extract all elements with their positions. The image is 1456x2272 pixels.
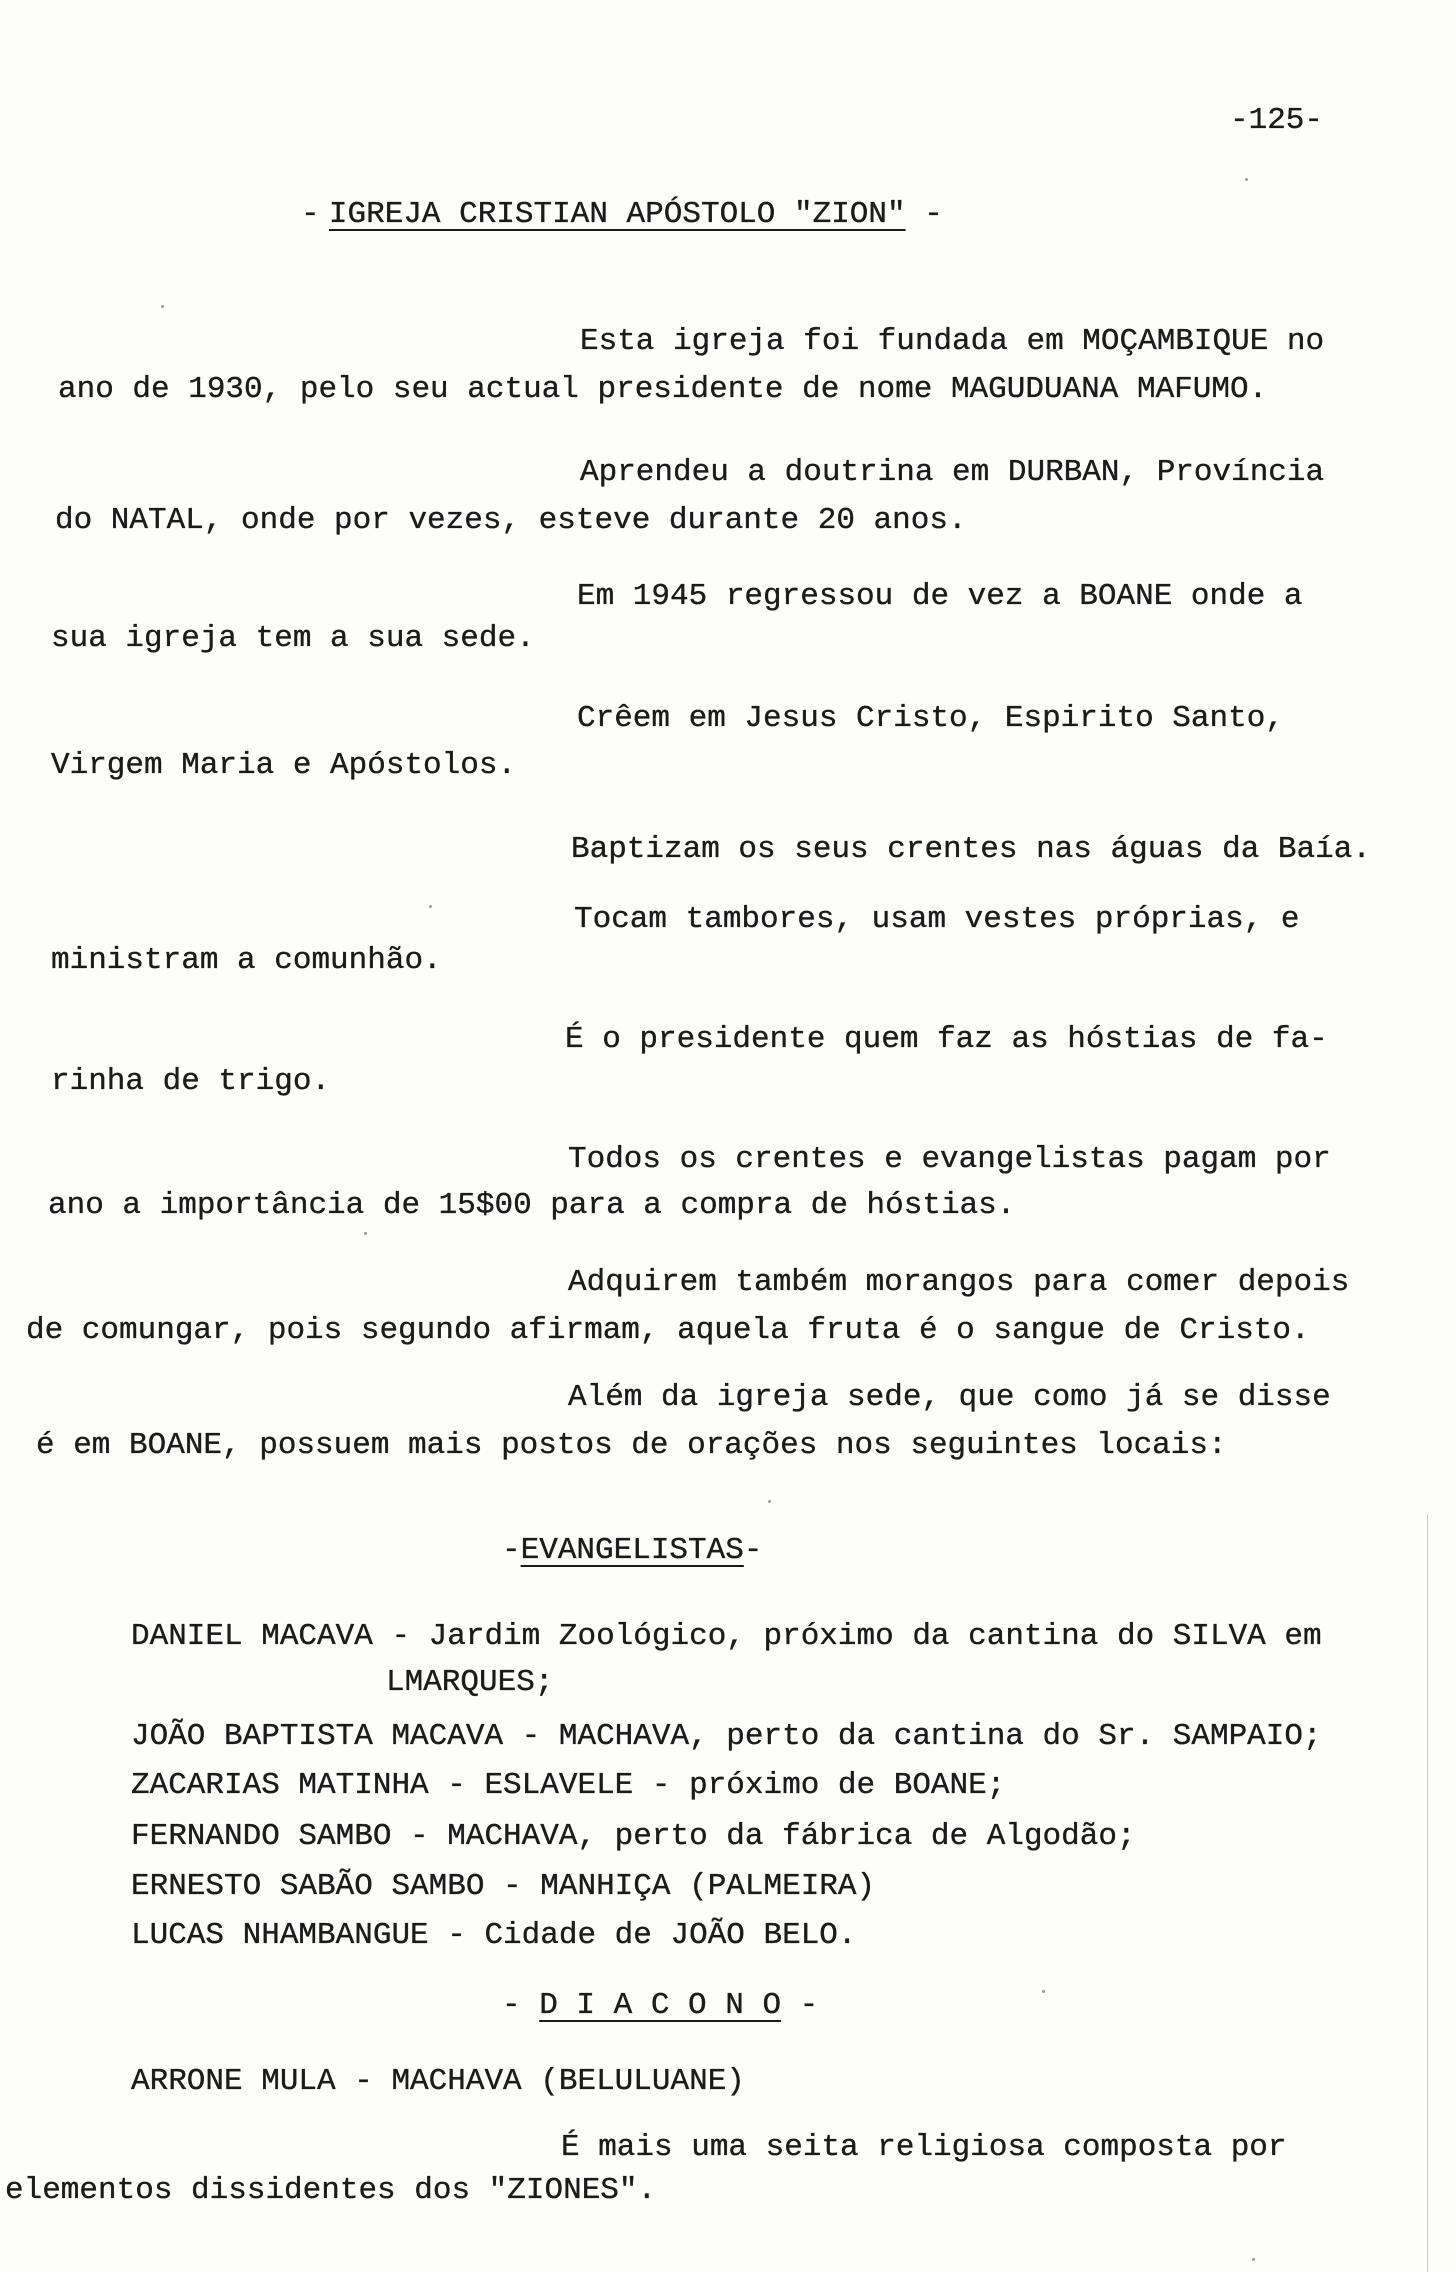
diacono-heading [502, 1986, 818, 2026]
evangelista-entry: JOÃO BAPTISTA MACAVA - MACHAVA, perto da cantina do Sr. SAMPAIO; [131, 1719, 1322, 1754]
paragraph-10-line-2: é em BOANE, possuem mais postos de orações nos seguintes locais: [36, 1428, 1227, 1463]
paragraph-7-line-2: rinha de trigo. [51, 1064, 331, 1099]
diacono-entry: ARRONE MULA - MACHAVA (BELULUANE) [131, 2064, 745, 2099]
diacono-heading-text: D I A C O N O [539, 1988, 782, 2023]
diacono-dash-left: - [502, 1988, 521, 2023]
page-number: -125- [1230, 103, 1324, 138]
paragraph-4-line-1: Crêem em Jesus Cristo, Espirito Santo, [577, 701, 1284, 736]
evangelista-entry-continuation: LMARQUES; [386, 1665, 554, 1700]
paragraph-4-line-2: Virgem Maria e Apóstolos. [51, 748, 517, 783]
paragraph-3-line-2: sua igreja tem a sua sede. [51, 621, 535, 656]
evangelistas-dash-left: - [502, 1533, 521, 1568]
closing-line-1: É mais uma seita religiosa composta por [561, 2130, 1287, 2165]
paragraph-5-line-1: Baptizam os seus crentes nas águas da Baía. [571, 832, 1371, 867]
title-dash-left: - [301, 197, 320, 232]
diacono-dash-right: - [799, 1988, 819, 2023]
paragraph-9-line-1: Adquirem também morangos para comer depois [568, 1265, 1350, 1300]
closing-line-2: elementos dissidentes dos "ZIONES". [5, 2173, 657, 2208]
title-text: IGREJA CRISTIAN APÓSTOLO "ZION" [328, 197, 906, 232]
paragraph-9-line-2: de comungar, pois segundo afirmam, aquela fruta é o sangue de Cristo. [26, 1313, 1310, 1348]
evangelista-entry: FERNANDO SAMBO - MACHAVA, perto da fábrica de Algodão; [131, 1819, 1136, 1854]
evangelistas-dash-right: - [743, 1533, 763, 1568]
scan-speck [429, 905, 432, 908]
scan-speck [1245, 178, 1248, 181]
title-dash-right: - [924, 197, 943, 232]
evangelista-entry: ERNESTO SABÃO SAMBO - MANHIÇA (PALMEIRA) [131, 1869, 876, 1904]
page-title [301, 195, 943, 235]
scan-speck [1042, 1990, 1045, 1993]
scan-speck [1252, 2258, 1255, 2261]
paragraph-7-line-1: É o presidente quem faz as hóstias de fa- [565, 1022, 1328, 1057]
scan-speck [364, 1232, 367, 1235]
evangelista-entry: ZACARIAS MATINHA - ESLAVELE - próximo de BOANE; [131, 1768, 1006, 1803]
evangelistas-heading [502, 1531, 762, 1571]
paragraph-2-line-1: Aprendeu a doutrina em DURBAN, Província [580, 455, 1325, 490]
paragraph-6-line-1: Tocam tambores, usam vestes próprias, e [574, 902, 1300, 937]
scan-speck [768, 1500, 771, 1503]
paragraph-8-line-1: Todos os crentes e evangelistas pagam por [568, 1142, 1331, 1177]
paragraph-6-line-2: ministram a comunhão. [51, 943, 442, 978]
evangelista-entry: LUCAS NHAMBANGUE - Cidade de JOÃO BELO. [131, 1918, 857, 1953]
paragraph-8-line-2: ano a importância de 15$00 para a compra de hóstias. [48, 1188, 1016, 1223]
paragraph-1-line-1: Esta igreja foi fundada em MOÇAMBIQUE no [580, 324, 1325, 359]
scan-edge-line [1427, 1514, 1428, 2272]
evangelistas-heading-text: EVANGELISTAS [520, 1533, 744, 1568]
scan-speck [161, 305, 164, 308]
paragraph-2-line-2: do NATAL, onde por vezes, esteve durante 20 anos. [55, 503, 967, 538]
paragraph-10-line-1: Além da igreja sede, que como já se disse [568, 1380, 1331, 1415]
evangelista-entry: DANIEL MACAVA - Jardim Zoológico, próximo da cantina do SILVA em [131, 1619, 1322, 1654]
paragraph-3-line-1: Em 1945 regressou de vez a BOANE onde a [577, 579, 1303, 614]
paragraph-1-line-2: ano de 1930, pelo seu actual presidente de nome MAGUDUANA MAFUMO. [58, 372, 1268, 407]
